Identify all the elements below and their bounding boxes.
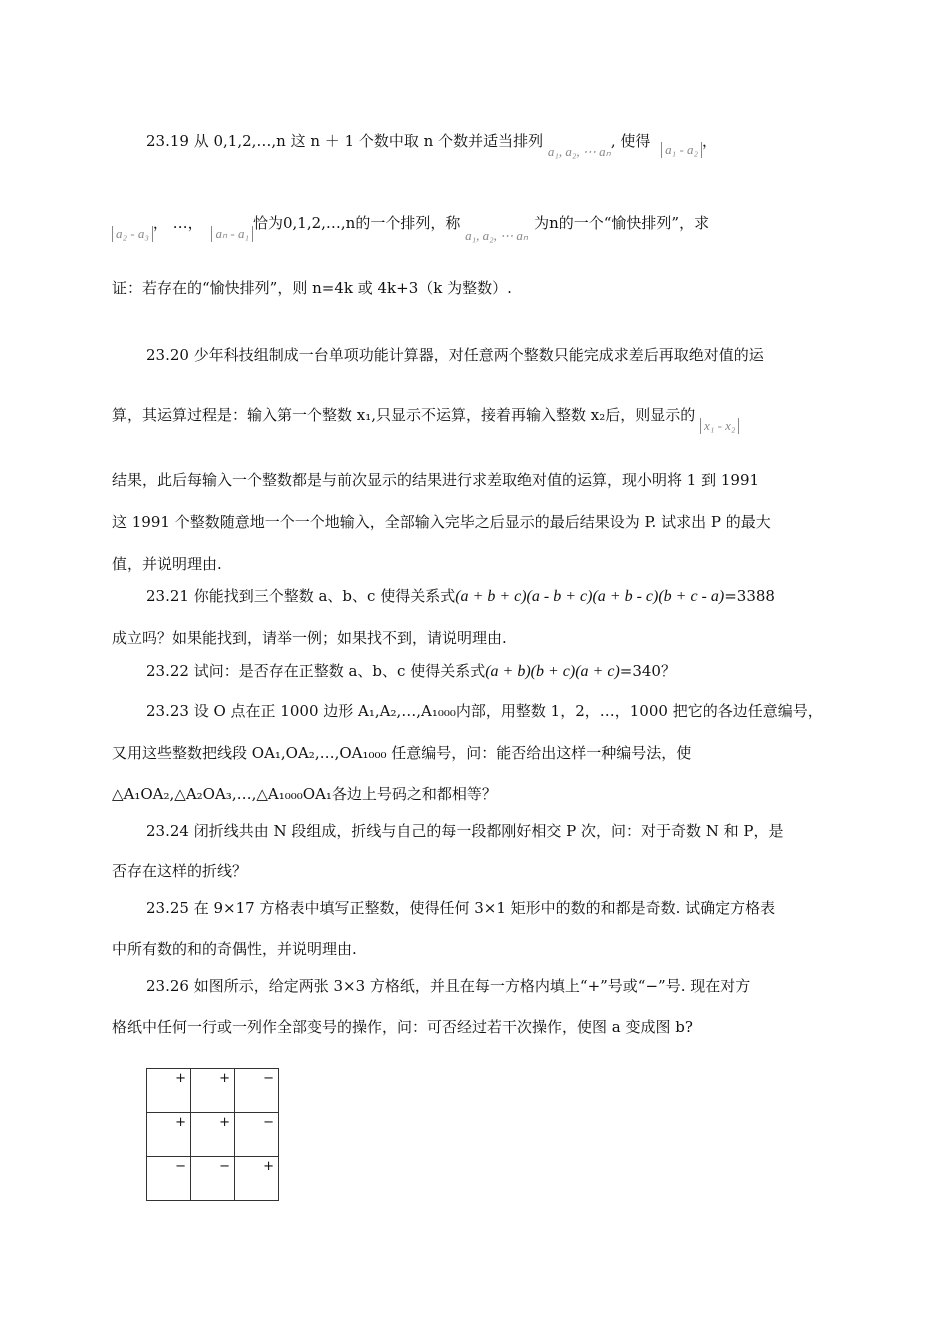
problem-23-21-value: =3388 (724, 587, 775, 605)
problem-23-22-value: =340？ (619, 662, 676, 680)
sign-grid-a (146, 1068, 279, 1201)
grid-cell: − (191, 1157, 235, 1201)
abs-expression: x₁ - x₂ (700, 418, 739, 434)
grid-cell: + (147, 1069, 191, 1113)
grid-row (147, 1069, 279, 1113)
problem-23-24-line-2: 否存在这样的折线？ (112, 862, 248, 880)
problem-23-26-line-1: 23.26 如图所示，给定两张 3×3 方格纸，并且在每一方格内填上“+”号或“−”号. 现在对方 (146, 977, 751, 995)
problem-23-23-line-3: △A₁OA₂,△A₂OA₃,…,△A₁₀₀₀OA₁各边上号码之和都相等？ (112, 785, 497, 803)
problem-23-21-text: 23.21 你能找到三个整数 a、b、c 使得关系式 (146, 587, 456, 605)
separator-text: ， …， (152, 214, 203, 232)
grid-cell: + (235, 1157, 279, 1201)
problem-23-23-line-2: 又用这些整数把线段 OA₁,OA₂,…,OA₁₀₀₀ 任意编号，问：能否给出这样一种编号法，使 (112, 744, 692, 762)
grid-row (147, 1113, 279, 1157)
abs-expression: a₁ - a₂ (661, 142, 702, 158)
problem-23-25-line-2: 中所有数的和的奇偶性，并说明理由. (112, 940, 357, 958)
sequence-expression: a₁, a₂, ⋯ aₙ (547, 144, 611, 159)
grid-cell: − (235, 1113, 279, 1157)
problem-23-23-line-1: 23.23 设 O 点在正 1000 边形 A₁,A₂,…,A₁₀₀₀内部，用整数 1，2，…，1000 把它的各边任意编号， (146, 702, 823, 720)
math-expression: (a + b + c)(a - b + c)(a + b - c)(b + c - a) (455, 588, 725, 605)
grid-row (147, 1157, 279, 1201)
problem-23-21-line-1 (146, 585, 886, 608)
problem-23-24-line-1: 23.24 闭折线共由 N 段组成，折线与自己的每一段都刚好相交 P 次，问：对于奇数 N 和 P，是 (146, 822, 784, 840)
abs-expression: a₂ - a₃ (112, 226, 153, 242)
problem-23-19-text-4: 为n的一个“愉快排列”，求 (534, 214, 710, 232)
problem-23-19-line-1: 23.19 从 0,1,2,…,n 这 n ＋ 1 个数中取 n 个数并适当排列 a₁, a₂, ⋯ aₙ, 使得 a₁ - a₂ ， (146, 132, 718, 159)
grid-cell: + (147, 1113, 191, 1157)
problem-23-20-line-4: 这 1991 个整数随意地一个一个地输入，全部输入完毕之后显示的最后结果设为 P. 试求出 P 的最大 (112, 513, 771, 531)
problem-23-22-line-1 (146, 660, 886, 683)
grid-cell: + (191, 1069, 235, 1113)
problem-23-19-line-2 (112, 212, 852, 243)
problem-23-25-line-1: 23.25 在 9×17 方格表中填写正整数，使得任何 3×1 矩形中的数的和都是奇数. 试确定方格表 (146, 899, 776, 917)
grid-cell: − (147, 1157, 191, 1201)
problem-23-26-line-2: 格纸中任何一行或一列作全部变号的操作，问：可否经过若干次操作，使图 a 变成图 b? (112, 1018, 693, 1036)
math-expression: (a + b)(b + c)(a + c) (485, 663, 620, 680)
problem-23-20-line-3: 结果，此后每输入一个整数都是与前次显示的结果进行求差取绝对值的运算，现小明将 1 到 1991 (112, 471, 760, 489)
problem-23-20-line-5: 值，并说明理由. (112, 555, 222, 573)
problem-23-20-line-2 (112, 404, 852, 433)
problem-23-21-line-2: 成立吗？如果能找到，请举一例；如果找不到，请说明理由. (112, 629, 507, 647)
problem-23-19-text: 23.19 从 0,1,2,…,n 这 n ＋ 1 个数中取 n 个数并适当排列 (146, 132, 544, 150)
grid-cell: + (191, 1113, 235, 1157)
problem-23-22-text: 23.22 试问：是否存在正整数 a、b、c 使得关系式 (146, 662, 486, 680)
problem-23-20-line-1: 23.20 少年科技组制成一台单项功能计算器，对任意两个整数只能完成求差后再取绝对值的运 (146, 346, 764, 364)
problem-23-19-text-3: 恰为0,1,2,…,n的一个排列，称 (252, 214, 461, 232)
problem-23-19-text-2: , 使得 (610, 132, 651, 150)
grid-cell: − (235, 1069, 279, 1113)
abs-expression: aₙ - a₁ (211, 226, 253, 242)
sequence-expression: a₁, a₂, ⋯ aₙ (465, 228, 529, 243)
problem-23-19-line-3: 证：若存在的“愉快排列”，则 n=4k 或 4k+3（k 为整数）. (112, 279, 512, 297)
problem-23-20-text: 算，其运算过程是：输入第一个整数 x₁,只显示不运算，接着再输入整数 x₂后，则显示的 (112, 406, 696, 424)
